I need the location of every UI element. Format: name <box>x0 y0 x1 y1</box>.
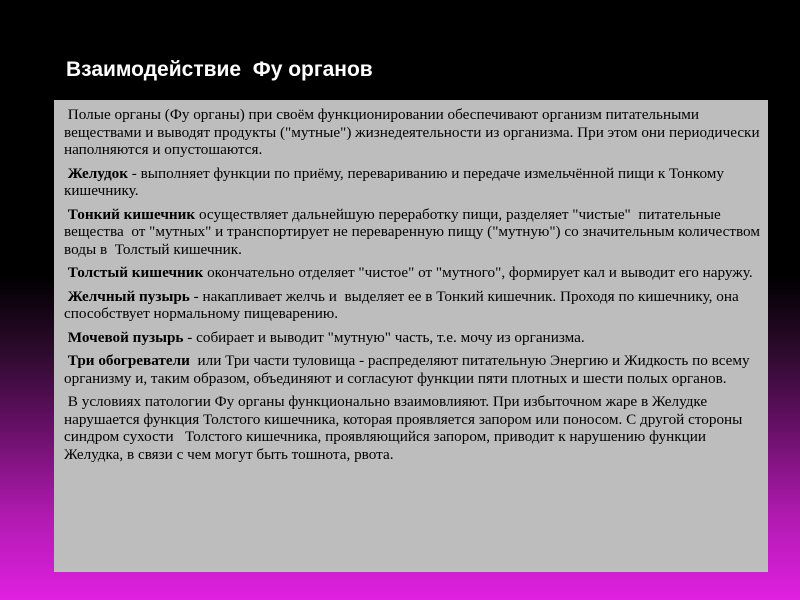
paragraph-text: окончательно отделяет "чистое" от "мутного", формирует кал и выводит его наружу. <box>203 264 753 281</box>
slide-title: Взаимодействие Фу органов <box>66 58 373 81</box>
term-stomach: Желудок <box>64 164 128 182</box>
paragraph-bladder <box>60 329 764 347</box>
paragraph-text: Полые органы (Фу органы) при своём функционировании обеспечивают организм питательными веществами и выводят продукты ("мутные") жизнедеятельности из организма. При этом они периодически наполняются и опустошаются. <box>64 106 764 158</box>
paragraph-text: В условиях патологии Фу органы функционально взаимовлияют. При избыточном жаре в Желудке нарушается функция Толстого кишечника, которая проявляется запором или поносом. С другой стороны синдром сухости Толстого кишечника, проявляющийся запором, приводит к нарушению функции Желудка, в связи с чем могут быть тошнота, рвота. <box>64 393 747 463</box>
paragraph-text: - накапливает желчь и выделяет ее в Тонкий кишечник. Проходя по кишечнику, она способствует нормальному пищеварению. <box>64 287 743 322</box>
slide-body <box>60 106 764 469</box>
paragraph-text: - собирает и выводит "мутную" часть, т.е. мочу из организма. <box>183 328 585 346</box>
term-gallbladder: Желчный пузырь <box>64 287 190 305</box>
paragraph-small-intestine <box>60 206 764 259</box>
paragraph-text: или Три части туловища - распределяют питательную Энергию и Жидкость по всему организму и, таким образом, объединяют и согласуют функции пяти плотных и шести полых органов. <box>64 352 754 387</box>
paragraph-triple-heater <box>60 352 764 387</box>
paragraph-intro <box>60 106 764 159</box>
paragraph-large-intestine <box>60 264 764 282</box>
paragraph-pathology <box>60 393 764 463</box>
paragraph-text: осуществляет дальнейшую переработку пищи, разделяет "чистые" питательные вещества от "мутных" и транспортирует не переваренную пищу ("мутную") со значительным количеством воды в Толстый кишечник. <box>64 205 764 258</box>
term-large-intestine: Толстый кишечник <box>64 264 204 281</box>
paragraph-text: - выполняет функции по приёму, перевариванию и передаче измельчённой пищи к Тонкому кишечнику. <box>64 164 728 199</box>
paragraph-gallbladder <box>60 288 764 323</box>
term-bladder: Мочевой пузырь <box>64 328 184 346</box>
paragraph-stomach <box>60 165 764 200</box>
term-small-intestine: Тонкий кишечник <box>64 205 196 223</box>
term-triple-heater: Три обогреватели <box>64 352 190 369</box>
